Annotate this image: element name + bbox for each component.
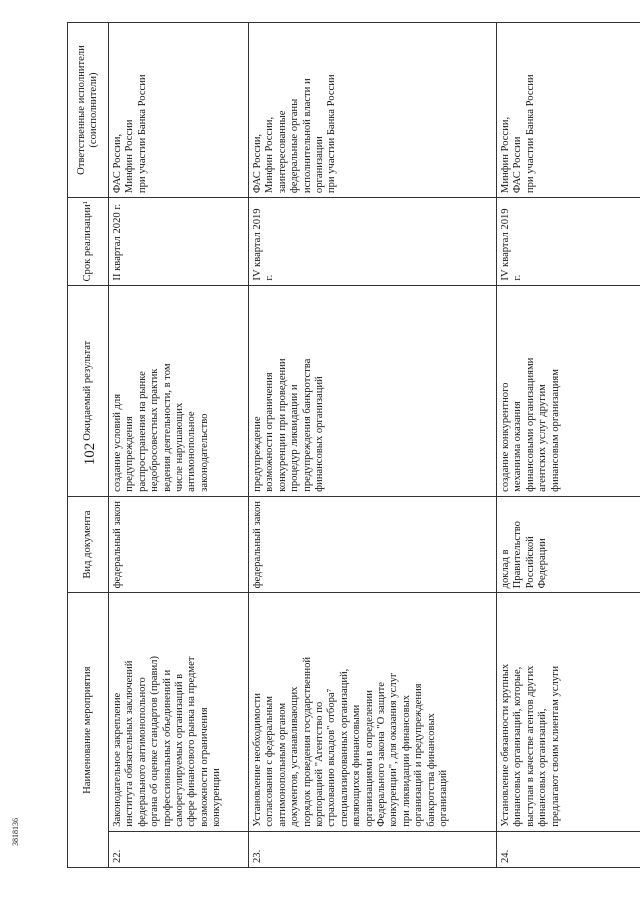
row-number: 24. bbox=[497, 831, 640, 867]
table-row bbox=[497, 23, 640, 868]
responsible-executors: ФАС России, Минфин России при участии Банка России bbox=[109, 23, 249, 198]
table-row bbox=[109, 23, 249, 868]
table-header-row bbox=[68, 23, 109, 868]
row-number: 22. bbox=[109, 831, 249, 867]
header-name: Наименование мероприятия bbox=[68, 593, 109, 868]
header-doc-type: Вид документа bbox=[68, 496, 109, 593]
implementation-term: IV квартал 2019 г. bbox=[249, 198, 497, 286]
measure-name: Установление необходимости согласования с федеральным антимонопольным органом документов, устанавливающих порядок проведения государственной корпорацией "Агентство по страхованию вкладов" отбора⁷ специализированных организаций, являющихся финансовыми организациями в определении Федерального закона "О защите конкуренции", для оказания услуг при ликвидации финансовых организаций и предупреждения банкротства финансовых организаций bbox=[249, 593, 497, 831]
header-term: Срок реализации¹ bbox=[68, 198, 109, 286]
document-type: доклад в Правительство Российской Федерации bbox=[497, 496, 640, 593]
implementation-term: IV квартал 2019 г. bbox=[497, 198, 640, 286]
document-id: 3818136 bbox=[11, 818, 20, 846]
document-type: федеральный закон bbox=[109, 496, 249, 593]
row-number: 23. bbox=[249, 831, 497, 867]
expected-result: создание конкурентного механизма оказания финансовыми организациями агентских услуг другим финансовым организациям bbox=[497, 285, 640, 496]
measure-name: Установление обязанности крупных финансовых организаций, которые, выступая в качестве агентов других финансовых организаций, предлагают своим клиентам услуги bbox=[497, 593, 640, 831]
implementation-term: II квартал 2020 г. bbox=[109, 198, 249, 286]
table-row bbox=[249, 23, 497, 868]
action-plan-table bbox=[67, 22, 640, 868]
expected-result: создание условий для предупреждения распространения на рынке недобросовестных практик ведения деятельности, в том числе нарушающих антимонопольное законодательство bbox=[109, 285, 249, 496]
header-responsible: Ответственные исполнители (соисполнители) bbox=[68, 23, 109, 198]
rotated-page-content bbox=[67, 22, 640, 868]
responsible-executors: ФАС России, Минфин России, заинтересованные федеральные органы исполнительной власти и организации при участии Банка России bbox=[249, 23, 497, 198]
document-type: федеральный закон bbox=[249, 496, 497, 593]
measure-name: Законодательное закрепление института обязательных заключений федерального антимонопольного органа об оценке стандартов (правил) профессиональных объединений и саморегулируемых организаций в сфере финансового рынка на предмет возможности ограничения конкуренции bbox=[109, 593, 249, 831]
expected-result: предупреждение возможности ограничения конкуренции при проведении процедур ликвидации и предупреждения банкротства финансовых организаций bbox=[249, 285, 497, 496]
page-number: 102 bbox=[82, 442, 98, 466]
header-result: Ожидаемый результат bbox=[68, 285, 109, 496]
responsible-executors: Минфин России, ФАС России при участии Банка России bbox=[497, 23, 640, 198]
